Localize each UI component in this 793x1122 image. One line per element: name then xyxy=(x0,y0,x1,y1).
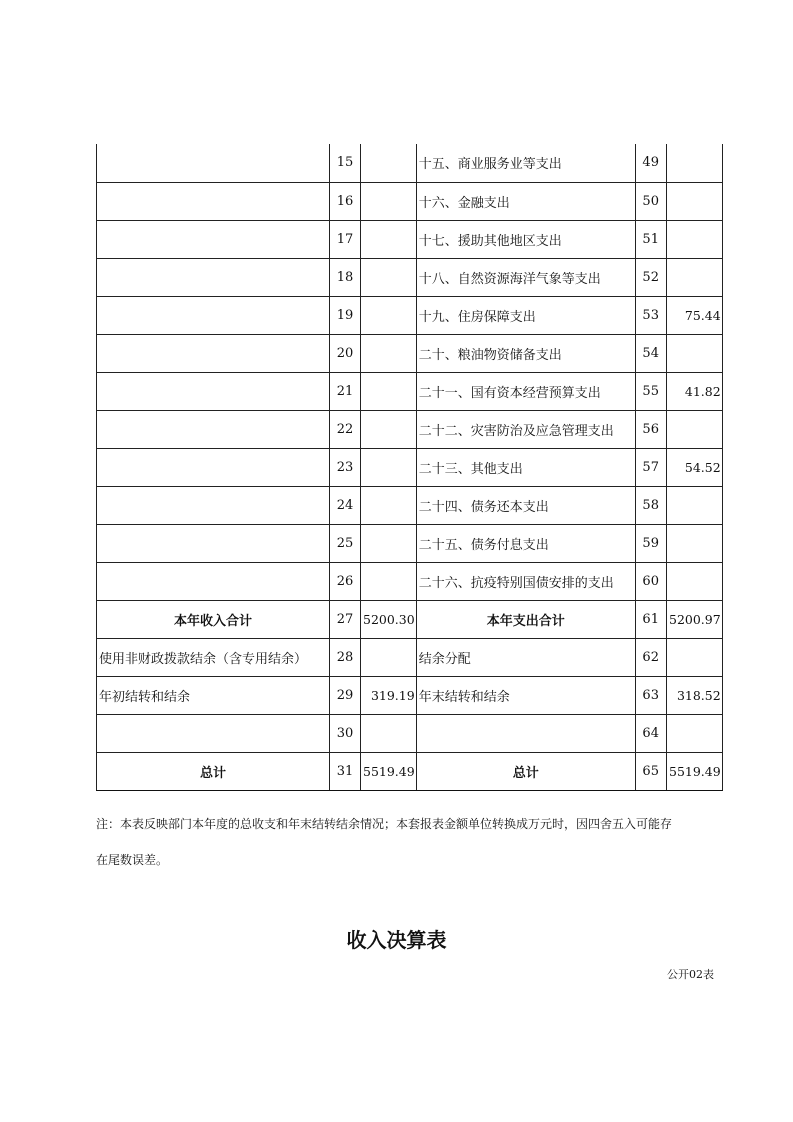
right-amount-cell xyxy=(666,410,722,448)
right-label-cell: 二十三、其他支出 xyxy=(416,448,635,486)
table-row xyxy=(97,486,723,524)
right-line-number-cell: 55 xyxy=(635,372,666,410)
right-label-cell: 二十六、抗疫特别国债安排的支出 xyxy=(416,562,635,600)
left-amount-cell: 319.19 xyxy=(361,676,417,714)
left-line-number-cell: 27 xyxy=(330,600,361,638)
right-amount-cell xyxy=(666,714,722,752)
left-amount-cell xyxy=(361,258,417,296)
right-label-cell: 年末结转和结余 xyxy=(416,676,635,714)
left-line-number-cell: 18 xyxy=(330,258,361,296)
table-row xyxy=(97,182,723,220)
table-row xyxy=(97,296,723,334)
left-line-number-cell: 17 xyxy=(330,220,361,258)
right-label-cell: 二十、粮油物资储备支出 xyxy=(416,334,635,372)
right-line-number-cell: 56 xyxy=(635,410,666,448)
table-row xyxy=(97,676,723,714)
right-line-number-cell: 50 xyxy=(635,182,666,220)
left-line-number-cell: 31 xyxy=(330,752,361,790)
right-amount-cell xyxy=(666,638,722,676)
right-line-number-cell: 58 xyxy=(635,486,666,524)
table-row xyxy=(97,372,723,410)
table-note-line-1: 注：本表反映部门本年度的总收支和年末结转结余情况；本套报表金额单位转换成万元时，因四舍五入可能存 xyxy=(96,817,673,831)
right-line-number-cell: 59 xyxy=(635,524,666,562)
left-label-cell xyxy=(97,714,330,752)
right-amount-cell xyxy=(666,144,722,182)
left-amount-cell xyxy=(361,486,417,524)
left-line-number-cell: 16 xyxy=(330,182,361,220)
right-amount-cell xyxy=(666,334,722,372)
left-amount-cell xyxy=(361,144,417,182)
left-line-number-cell: 26 xyxy=(330,562,361,600)
left-amount-cell xyxy=(361,638,417,676)
table-row xyxy=(97,220,723,258)
left-amount-cell xyxy=(361,220,417,258)
left-amount-cell: 5519.49 xyxy=(361,752,417,790)
table-row xyxy=(97,258,723,296)
left-line-number-cell: 24 xyxy=(330,486,361,524)
table-row xyxy=(97,334,723,372)
right-amount-cell xyxy=(666,258,722,296)
right-amount-cell xyxy=(666,182,722,220)
left-label-cell xyxy=(97,448,330,486)
right-amount-cell: 5519.49 xyxy=(666,752,722,790)
left-amount-cell: 5200.30 xyxy=(361,600,417,638)
right-amount-cell: 54.52 xyxy=(666,448,722,486)
left-line-number-cell: 29 xyxy=(330,676,361,714)
right-label-cell xyxy=(416,714,635,752)
right-line-number-cell: 54 xyxy=(635,334,666,372)
right-label-cell: 结余分配 xyxy=(416,638,635,676)
right-label-cell: 十五、商业服务业等支出 xyxy=(416,144,635,182)
left-label-cell: 本年收入合计 xyxy=(97,600,330,638)
right-label-cell: 二十四、债务还本支出 xyxy=(416,486,635,524)
right-amount-cell: 75.44 xyxy=(666,296,722,334)
right-line-number-cell: 49 xyxy=(635,144,666,182)
left-label-cell xyxy=(97,182,330,220)
right-label-cell: 二十一、国有资本经营预算支出 xyxy=(416,372,635,410)
left-amount-cell xyxy=(361,714,417,752)
left-label-cell xyxy=(97,220,330,258)
table-code: 公开02表 xyxy=(667,968,714,981)
left-amount-cell xyxy=(361,448,417,486)
table-row xyxy=(97,410,723,448)
left-line-number-cell: 30 xyxy=(330,714,361,752)
right-amount-cell: 41.82 xyxy=(666,372,722,410)
left-label-cell: 年初结转和结余 xyxy=(97,676,330,714)
left-amount-cell xyxy=(361,562,417,600)
left-label-cell: 总计 xyxy=(97,752,330,790)
right-amount-cell xyxy=(666,524,722,562)
left-label-cell xyxy=(97,524,330,562)
left-amount-cell xyxy=(361,372,417,410)
left-label-cell: 使用非财政拨款结余（含专用结余） xyxy=(97,638,330,676)
right-line-number-cell: 63 xyxy=(635,676,666,714)
right-label-cell: 十六、金融支出 xyxy=(416,182,635,220)
left-line-number-cell: 15 xyxy=(330,144,361,182)
left-line-number-cell: 23 xyxy=(330,448,361,486)
table-row xyxy=(97,144,723,182)
left-line-number-cell: 25 xyxy=(330,524,361,562)
right-amount-cell xyxy=(666,562,722,600)
right-label-cell: 总计 xyxy=(416,752,635,790)
left-line-number-cell: 21 xyxy=(330,372,361,410)
left-label-cell xyxy=(97,486,330,524)
left-amount-cell xyxy=(361,524,417,562)
right-amount-cell xyxy=(666,220,722,258)
left-label-cell xyxy=(97,562,330,600)
left-label-cell xyxy=(97,410,330,448)
right-amount-cell xyxy=(666,486,722,524)
table-row xyxy=(97,448,723,486)
right-line-number-cell: 64 xyxy=(635,714,666,752)
income-table-title: 收入决算表 xyxy=(346,928,447,952)
left-line-number-cell: 20 xyxy=(330,334,361,372)
left-label-cell xyxy=(97,258,330,296)
right-label-cell: 本年支出合计 xyxy=(416,600,635,638)
right-line-number-cell: 62 xyxy=(635,638,666,676)
left-label-cell xyxy=(97,334,330,372)
table-row xyxy=(97,524,723,562)
right-line-number-cell: 61 xyxy=(635,600,666,638)
left-label-cell xyxy=(97,296,330,334)
left-line-number-cell: 22 xyxy=(330,410,361,448)
table-row xyxy=(97,600,723,638)
right-line-number-cell: 57 xyxy=(635,448,666,486)
right-label-cell: 十七、援助其他地区支出 xyxy=(416,220,635,258)
final-accounts-table xyxy=(96,144,723,791)
left-label-cell xyxy=(97,372,330,410)
table-row xyxy=(97,714,723,752)
left-amount-cell xyxy=(361,182,417,220)
table-row xyxy=(97,638,723,676)
left-label-cell xyxy=(97,144,330,182)
table-row xyxy=(97,562,723,600)
left-amount-cell xyxy=(361,334,417,372)
left-line-number-cell: 19 xyxy=(330,296,361,334)
right-line-number-cell: 60 xyxy=(635,562,666,600)
right-line-number-cell: 65 xyxy=(635,752,666,790)
right-amount-cell: 5200.97 xyxy=(666,600,722,638)
left-line-number-cell: 28 xyxy=(330,638,361,676)
right-line-number-cell: 53 xyxy=(635,296,666,334)
right-line-number-cell: 51 xyxy=(635,220,666,258)
left-amount-cell xyxy=(361,296,417,334)
right-amount-cell: 318.52 xyxy=(666,676,722,714)
table-row xyxy=(97,752,723,790)
right-label-cell: 十九、住房保障支出 xyxy=(416,296,635,334)
left-amount-cell xyxy=(361,410,417,448)
right-line-number-cell: 52 xyxy=(635,258,666,296)
right-label-cell: 二十五、债务付息支出 xyxy=(416,524,635,562)
right-label-cell: 十八、自然资源海洋气象等支出 xyxy=(416,258,635,296)
table-note-line-2: 在尾数误差。 xyxy=(96,853,169,867)
right-label-cell: 二十二、灾害防治及应急管理支出 xyxy=(416,410,635,448)
